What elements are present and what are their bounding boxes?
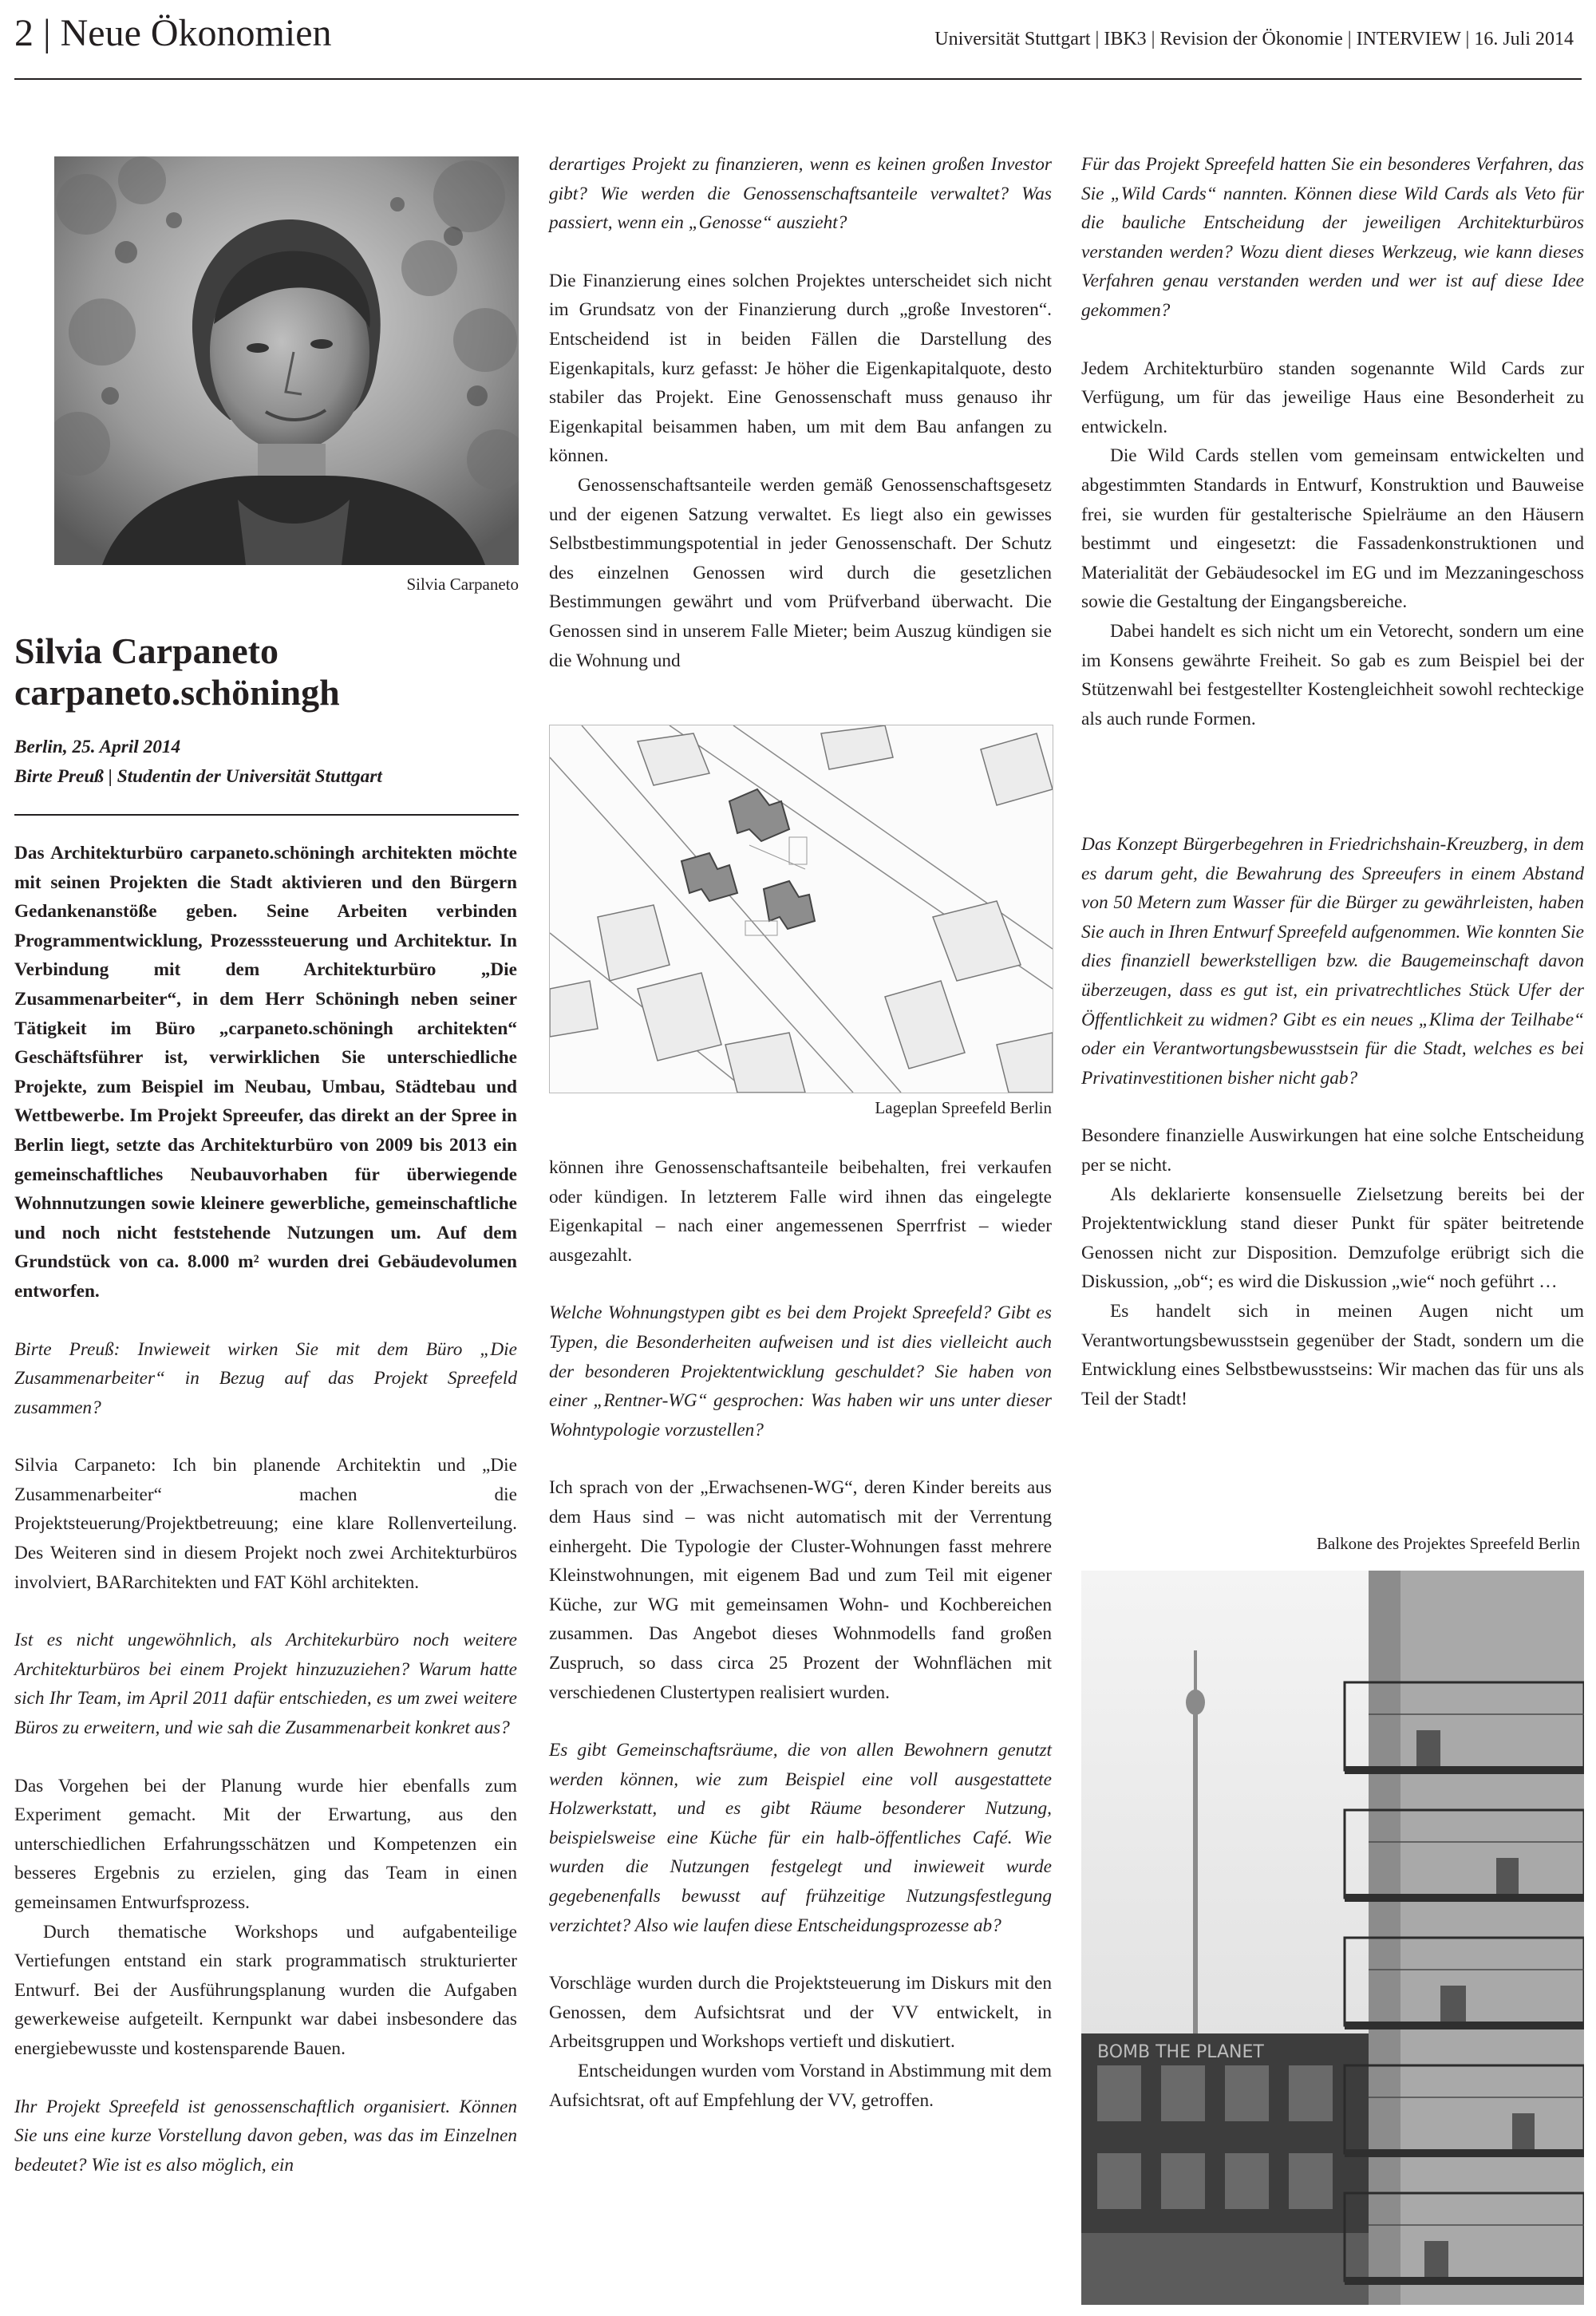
column-3-top: [1081, 150, 1584, 733]
site-plan-caption: Lageplan Spreefeld Berlin: [875, 1098, 1052, 1117]
question-paragraph: Für das Projekt Spreefeld hatten Sie ein besonderes Verfahren, das Sie „Wild Cards“ nannten. Können diese Wild Cards als Veto für die bauliche Entscheidung der jeweiligen Architekturbüros verstanden werden? Wozu dient dieses Werkzeug, wie kann dieses Verfahren genau verstanden werden und wer ist auf diese Idee gekommen?: [1081, 154, 1584, 321]
answer-paragraph: Es handelt sich in meinen Augen nicht um Verantwortungsbewusstsein gegenüber der Stadt, sondern um die Entwicklung eines Selbstbewusstseins: Wir machen das für uns als Teil der Stadt!: [1081, 1300, 1584, 1409]
question-paragraph: Das Konzept Bürgerbegehren in Friedrichshain-Kreuzberg, in dem es darum geht, die Bewahrung des Spreeufers in einem Abstand von 50 Metern zum Wasser für die Bürger zu gewährleisten, haben Sie auch in Ihren Entwurf Spreefeld aufgenommen. Wie konnten Sie dies finanziell bewerkstelligen bzw. die Baugemeinschaft davon überzeugen, dass es gut ist, ein privatrechtliches Stück Ufer der Öffentlichkeit zu widmen? Gibt es ein neues „Klima der Teilhabe“ oder ein Verantwortungsbewusstsein für die Stadt, welches es bei Privatinvestitionen bisher nicht gab?: [1081, 834, 1584, 1089]
interviewee-name: Silvia Carpaneto: [14, 630, 279, 671]
column-2-top: [549, 150, 1052, 675]
answer-paragraph: Die Wild Cards stellen vom gemeinsam entwickelten und abgestimmten Standards in Entwurf, Konstruktion und Bauweise frei, sie wurden für gestalterische Spielräume an den Häusern bestimmt und eingesetzt: die Fassadenkonstruktionen und Materialität der Gebäudesockel im EG und im Mezzaningeschoss sowie die Gestaltung der Eingangsbereiche.: [1081, 445, 1584, 613]
header-divider: [14, 78, 1582, 80]
question-paragraph: Welche Wohnungstypen gibt es bei dem Projekt Spreefeld? Gibt es Typen, die Besonderheiten aufweisen und ist dies vielleicht auch der besonderen Projektentwicklung geschuldet? Sie haben von einer „Rentner-WG“ gesprochen: Was haben wir uns unter dieser Wohntypologie vorzustellen?: [549, 1302, 1052, 1441]
answer-paragraph: Durch thematische Workshops und aufgabenteilige Vertiefungen entstand ein stark programmatisch strukturierter Entwurf. Bei der Ausführungsplanung wurden die Aufgaben gewerkeweise aufgeteilt. Kernpunkt war dabei insbesondere das energiebewusste und kostensparende Bauen.: [14, 1921, 517, 2059]
question-paragraph: Ihr Projekt Spreefeld ist genossenschaftlich organisiert. Können Sie uns eine kurze Vorstellung davon geben, was das im Einzelnen bedeutet? Wie ist es also möglich, ein: [14, 2096, 517, 2176]
answer-paragraph: Das Vorgehen bei der Planung wurde hier ebenfalls zum Experiment gemacht. Mit der Erwartung, aus den unterschiedlichen Erfahrungsschätzen und Kompetenzen ein besseres Ergebnis zu erzielen, ging das Team in einen gemeinsamen Entwurfsprozess.: [14, 1775, 517, 1913]
firm-name: carpaneto.schöningh: [14, 672, 340, 713]
balcony-photo: [1081, 1571, 1584, 2305]
balcony-photo-caption: Balkone des Projektes Spreefeld Berlin: [1316, 1534, 1580, 1553]
place-date: Berlin, 25. April 2014: [14, 737, 181, 757]
column-1: [14, 839, 517, 2180]
header-meta: Universität Stuttgart | IBK3 | Revision der Ökonomie | INTERVIEW | 16. Juli 2014: [934, 29, 1574, 49]
balcony-image: [1081, 1571, 1584, 2305]
answer-paragraph: Die Finanzierung eines solchen Projektes unterscheidet sich nicht im Grundsatz von der Finanzierung durch „große Investoren“. Entscheidend ist in beiden Fällen die Darstellung des Eigenkapitals, kurz gefasst: Je höher die Eigenkapitalquote, desto stabiler das Projekt. Eine Genossenschaft muss genauso ihr Eigenkapital beisammen haben, um mit dem Bau anfangen zu können.: [549, 270, 1052, 467]
interview-title: [14, 630, 340, 713]
answer-paragraph: Dabei handelt es sich nicht um ein Vetorecht, sondern um eine im Konsens gewährte Freiheit. So gab es zum Beispiel bei der Stützenwahl bei festgestellter Kostengleichheit sowohl rechteckige als auch runde Formen.: [1081, 620, 1584, 729]
question-paragraph: Birte Preuß: Inwieweit wirken Sie mit dem Büro „Die Zusammenarbeiter“ in Bezug auf das Projekt Spreefeld zusammen?: [14, 1338, 517, 1418]
page-number: 2: [14, 12, 34, 54]
column-3-bottom: [1081, 830, 1584, 1413]
header-separator: |: [43, 12, 61, 54]
column-2-bottom: [549, 1153, 1052, 2115]
section-title: Neue Ökonomien: [60, 12, 332, 54]
answer-paragraph: Silvia Carpaneto: Ich bin planende Architektin und „Die Zusammenarbeiter“ machen die Projektsteuerung/Projektbetreuung; eine klare Rollenverteilung. Des Weiteren sind in diesem Projekt noch zwei Architekturbüros involviert, BARarchitekten und FAT Köhl architekten.: [14, 1455, 517, 1593]
graffiti-text: BOMB THE PLANET: [1097, 2042, 1264, 2062]
answer-paragraph: Vorschläge wurden durch die Projektsteuerung im Diskurs mit den Genossen, dem Aufsichtsrat und der VV entwickelt, in Arbeitsgruppen und Workshops vertieft und diskutiert.: [549, 1973, 1052, 2053]
intro-paragraph: Das Architekturbüro carpaneto.schöningh architekten möchte mit seinen Projekten die Stadt aktivieren und den Bürgern Gedankenanstöße geben. Seine Arbeiten verbinden Programmentwicklung, Prozesssteuerung und Architektur. In Verbindung mit dem Architekturbüro „Die Zusammenarbeiter“, in dem Herr Schöningh neben seiner Tätigkeit im Büro „carpaneto.schöningh architekten“ Geschäftsführer ist, verwirklichen Sie unterschiedliche Projekte, zum Beispiel im Neubau, Umbau, Städtebau und Wettbewerbe. Im Projekt Spreeufer, das direkt an der Spree in Berlin liegt, setzte das Architekturbüro von 2009 bis 2013 ein gemeinschaftliches Neubauvorhaben für überwiegende Wohnnutzungen sowie kleinere gewerbliche, gemeinschaftliche und noch nicht feststehende Nutzungen um. Auf dem Grundstück von ca. 8.000 m² wurden drei Gebäudevolumen entworfen.: [14, 843, 517, 1302]
answer-paragraph: können ihre Genossenschaftsanteile beibehalten, frei verkaufen oder kündigen. In letzterem Falle wird ihnen das eingelegte Eigenkapital – nach einer angemessenen Sperrfrist – wieder ausgezahlt.: [549, 1157, 1052, 1266]
answer-paragraph: Entscheidungen wurden vom Vorstand in Abstimmung mit dem Aufsichtsrat, oft auf Empfehlung der VV, getroffen.: [549, 2061, 1052, 2111]
site-plan-drawing: [550, 725, 1053, 1093]
question-paragraph: derartiges Projekt zu finanzieren, wenn es keinen großen Investor gibt? Wie werden die Genossenschaftsanteile verwaltet? Was passiert, wenn ein „Genosse“ auszieht?: [549, 154, 1052, 234]
page-header-title: [14, 8, 332, 59]
answer-paragraph: Genossenschaftsanteile werden gemäß Genossenschaftsgesetz und der eigenen Satzung verwaltet. Es liegt also ein gewisses Selbstbestimmungspotential in jeder Genossenschaft. Der Schutz des einzelnen Genossen wird durch die gesetzlichen Bestimmungen gewährt und vom Prüfverband überwacht. Die Genossen sind in unserem Falle Mieter; beim Auszug kündigen sie die Wohnung und: [549, 474, 1052, 671]
answer-paragraph: Als deklarierte konsensuelle Zielsetzung bereits bei der Projektentwicklung stand dieser Punkt für später beitretende Genossen nicht zur Disposition. Demzufolge erübrigt sich die Diskussion, „ob“; es wird die Diskussion „wie“ noch geführt …: [1081, 1184, 1584, 1293]
answer-paragraph: Ich sprach von der „Erwachsenen-WG“, deren Kinder bereits aus dem Haus sind – was nicht automatisch mit der Verrentung einhergeht. Die Typologie der Cluster-Wohnungen fasst mehrere Kleinstwohnungen, mit eigenem Bad und zum Teil mit eigener Küche, zur WG mit gemeinsamen Wohn- und Kochbereichen zusammen. Das Angebot dieses Wohnmodells fand großen Zuspruch, so dass circa 25 Prozent der Wohnflächen mit verschiedenen Clustertypen realisiert wurden.: [549, 1477, 1052, 1703]
answer-paragraph: Jedem Architekturbüro standen sogenannte Wild Cards zur Verfügung, um für das jeweilige Haus eine Besonderheit zu entwickeln.: [1081, 358, 1584, 437]
portrait-image: [54, 156, 519, 565]
portrait-photo: [54, 156, 519, 565]
question-paragraph: Es gibt Gemeinschaftsräume, die von allen Bewohnern genutzt werden können, wie zum Beispiel eine voll ausgestattete Holzwerkstatt, und es gibt Räume besonderer Nutzung, beispielsweise eine Küche für ein halb-öffentliches Café. Wie wurden die Nutzungen festgelegt und inwieweit wurde gegebenenfalls bewusst auf frühzeitige Nutzungsfestlegung verzichtet? Also wie laufen diese Entscheidungsprozesse ab?: [549, 1740, 1052, 1936]
byline: [14, 733, 382, 791]
author: Birte Preuß | Studentin der Universität Stuttgart: [14, 765, 382, 787]
byline-divider: [14, 814, 519, 816]
question-paragraph: Ist es nicht ungewöhnlich, als Architekurbüro noch weitere Architekturbüros bei einem Projekt hinzuzuziehen? Warum hatte sich Ihr Team, im April 2011 dafür entschieden, es um zwei weitere Büros zu erweitern, und wie sah die Zusammenarbeit konkret aus?: [14, 1630, 517, 1739]
answer-paragraph: Besondere finanzielle Auswirkungen hat eine solche Entscheidung per se nicht.: [1081, 1125, 1584, 1176]
portrait-caption: Silvia Carpaneto: [406, 575, 519, 594]
site-plan: [549, 725, 1053, 1093]
